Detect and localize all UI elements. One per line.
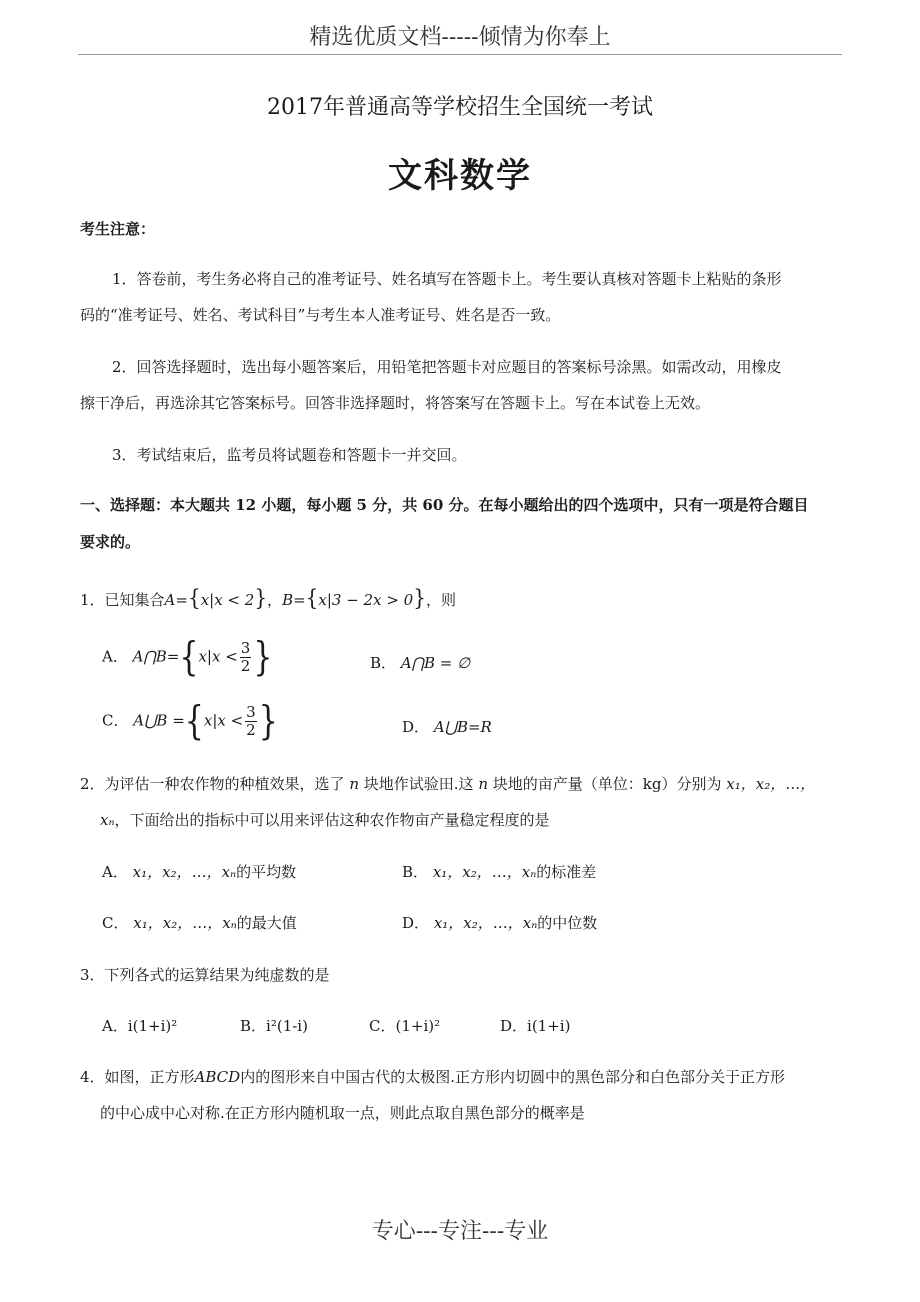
q2-option-c-seq: x₁，x₂，…，xₙ: [133, 914, 237, 932]
exam-title: 2017年普通高等学校招生全国统一考试: [267, 95, 653, 120]
subject-title: 文科数学: [388, 156, 532, 196]
q2-option-c-label: C．: [102, 914, 129, 932]
q1-option-c-expr: A⋃B =: [133, 711, 185, 730]
q2-option-c: [102, 912, 297, 933]
q3-option-a: [102, 1015, 177, 1036]
q1-option-b-label: B．: [370, 654, 397, 672]
q1-option-a: A． A⋂B={x|x < $\frac{3}{2}$ }: [102, 634, 273, 681]
q3-option-a-value: i(1+i)²: [127, 1017, 178, 1035]
q2-line-1-b: 块地作试验田.这: [363, 775, 474, 793]
section-1-heading-line-1: 一、选择题：本大题共 12 小题，每小题 5 分，共 60 分。在每小题给出的四个选项中，只有一项是符合题目: [80, 496, 809, 514]
q2-vars: x₁，x₂，…，: [726, 775, 816, 793]
q1-set-b-content: x|3 − 2x > 0: [318, 591, 414, 609]
q1-set-a-content: x|x < 2: [200, 591, 255, 609]
q3-option-c-label: C．: [369, 1017, 396, 1035]
question-2-line-1: [80, 773, 815, 794]
header-divider: [78, 54, 842, 55]
q1-option-b: [370, 652, 470, 673]
q2-option-a-label: A．: [102, 863, 128, 881]
q1-set-b-label: B=: [282, 591, 306, 609]
q2-option-b-label: B．: [402, 863, 429, 881]
q1-option-c-label: C．: [102, 711, 129, 730]
q1-set-a-label: A=: [164, 591, 188, 609]
q3-option-a-label: A．: [102, 1017, 128, 1035]
q2-option-b-seq: x₁，x₂，…，xₙ: [432, 863, 537, 881]
q4-line-1-a: 4．如图，正方形: [80, 1068, 195, 1086]
q2-option-d: [402, 912, 597, 933]
question-4-line-1: [80, 1066, 785, 1087]
q1-comma: ，: [267, 591, 283, 609]
q4-abcd: ABCD: [194, 1068, 241, 1086]
q1-option-d-expr: A⋃B=R: [433, 718, 492, 736]
q3-option-c-value: (1+i)²: [395, 1017, 441, 1035]
question-4-line-2: 的中心成中心对称.在正方形内随机取一点，则此点取自黑色部分的概率是: [100, 1104, 585, 1122]
q1-prefix: 1．已知集合: [80, 591, 165, 609]
page-header: 精选优质文档-----倾情为你奉上: [309, 25, 611, 50]
notice-item-1-line-1: 1．答卷前，考生务必将自己的准考证号、姓名填写在答题卡上。考生要认真核对答题卡上粘贴的条形: [112, 270, 782, 288]
q2-line-2-var: xₙ: [100, 811, 115, 829]
q2-line-1-a: 2．为评估一种农作物的种植效果，选了: [80, 775, 345, 793]
notice-item-2-line-2: 擦干净后，再选涂其它答案标号。回答非选择题时，将答案写在答题卡上。写在本试卷上无效。: [80, 394, 711, 412]
notice-item-1-line-2: 码的“准考证号、姓名、考试科目”与考生本人准考证号、姓名是否一致。: [80, 306, 561, 324]
q2-option-c-text: 的最大值: [236, 914, 297, 932]
notice-item-3: 3．考试结束后，监考员将试题卷和答题卡一并交回。: [112, 446, 467, 464]
q1-option-a-label: A．: [102, 647, 128, 666]
q3-option-d-value: i(1+i): [527, 1017, 571, 1035]
question-2-line-2: [100, 809, 550, 830]
q2-option-b-text: 的标准差: [536, 863, 597, 881]
q1-option-c: C． A⋃B ={x|x < $\frac{3}{2}$ }: [102, 698, 278, 745]
q3-option-d: [500, 1015, 570, 1036]
notice-item-2-line-1: 2．回答选择题时，选出每小题答案后，用铅笔把答题卡对应题目的答案标号涂黑。如需改动，用橡皮: [112, 358, 782, 376]
q2-option-a-seq: x₁，x₂，…，xₙ: [132, 863, 237, 881]
q2-option-d-label: D．: [402, 914, 430, 932]
q1-option-a-frac-den: 2: [240, 657, 251, 675]
q2-option-b: [402, 861, 596, 882]
question-3-stem: 3．下列各式的运算结果为纯虚数的是: [80, 966, 330, 984]
q2-option-a: [102, 861, 296, 882]
q2-line-1-c: 块地的亩产量（单位：kg）分别为: [492, 775, 722, 793]
notice-heading: 考生注意：: [80, 220, 156, 238]
q1-option-c-frac-num: 3: [246, 703, 256, 721]
q3-option-c: [369, 1015, 440, 1036]
q3-option-d-label: D．: [500, 1017, 528, 1035]
question-1-stem: 1．已知集合A={x|x < 2}，B={x|3 − 2x > 0}，则: [80, 584, 456, 612]
q3-option-b: [240, 1015, 308, 1036]
q1-option-a-expr: A⋂B=: [132, 647, 180, 666]
section-1-heading-line-2: 要求的。: [80, 533, 141, 551]
q1-option-a-frac-num: 3: [240, 639, 251, 657]
q2-n-1: n: [349, 775, 359, 793]
q1-option-a-set: x|x <: [198, 647, 238, 666]
q1-suffix: ，则: [425, 591, 456, 609]
q2-option-a-text: 的平均数: [236, 863, 297, 881]
q3-option-b-value: i²(1-i): [266, 1017, 308, 1035]
q1-option-c-frac-den: 2: [246, 721, 256, 739]
q3-option-b-label: B．: [240, 1017, 267, 1035]
q1-option-d: [402, 716, 492, 737]
q2-option-d-seq: x₁，x₂，…，xₙ: [433, 914, 538, 932]
q1-option-c-set: x|x <: [203, 711, 244, 730]
q1-option-d-label: D．: [402, 718, 430, 736]
q4-line-1-b: 内的图形来自中国古代的太极图.正方形内切圆中的黑色部分和白色部分关于正方形: [240, 1068, 785, 1086]
q1-option-b-expr: A⋂B = ∅: [400, 654, 471, 672]
page-footer: 专心---专注---专业: [371, 1219, 549, 1244]
q2-line-2-text: ，下面给出的指标中可以用来评估这种农作物亩产量稳定程度的是: [114, 811, 550, 829]
q2-n-2: n: [478, 775, 489, 793]
q2-option-d-text: 的中位数: [537, 914, 598, 932]
